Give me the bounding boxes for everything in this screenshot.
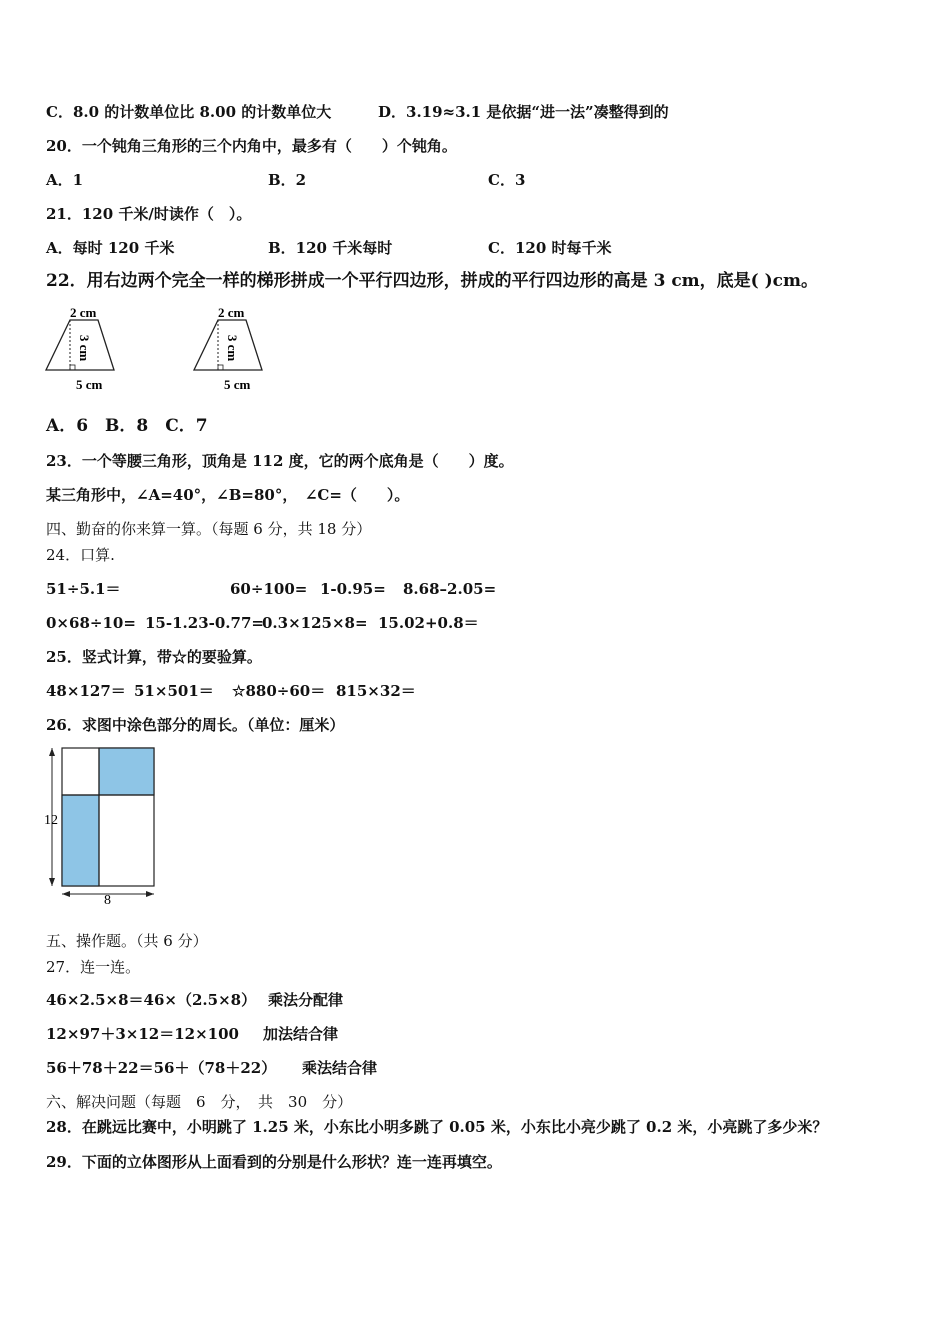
q21-option-a: A．每时 120 千米 (46, 239, 175, 257)
q27-left-item: 12×97＋3×12＝12×100 (46, 1025, 239, 1043)
section-4-title: 四、勤奋的你来算一算。（每题 6 分，共 18 分） (46, 520, 372, 538)
trapezoid-bottom-label: 5 cm (76, 377, 103, 392)
trapezoid-top-label: 2 cm (218, 305, 245, 320)
q27-left-item: 56＋78＋22＝56＋（78＋22） (46, 1059, 277, 1077)
section-6-title: 六、解决问题（每题 6 分， 共 30 分） (46, 1093, 353, 1111)
q21-option-b: B．120 千米每时 (268, 239, 393, 257)
q20-option-c: C．3 (488, 171, 526, 189)
trapezoid-right (194, 305, 262, 392)
trapezoid-height-label: 3 cm (225, 334, 240, 362)
shaded-top-right (99, 748, 154, 795)
q27-left-item: 46×2.5×8＝46×（2.5×8） (46, 991, 257, 1009)
q24-stem: 24．口算. (46, 546, 115, 564)
q20-stem: 20．一个钝角三角形的三个内角中，最多有（ ）个钝角。 (46, 137, 457, 155)
figure-width-label: 8 (104, 893, 111, 908)
trapezoid-height-label: 3 cm (77, 334, 92, 362)
section-5-title: 五、操作题。（共 6 分） (46, 932, 208, 950)
q20-option-b: B．2 (268, 171, 307, 189)
trapezoid-left (46, 305, 114, 392)
q24-item: 0×68÷10= (46, 614, 136, 632)
q22-trapezoids-figure (40, 304, 300, 396)
trapezoid-bottom-label: 5 cm (224, 377, 251, 392)
q22-options: A．6 B．8 C．7 (46, 416, 208, 436)
q24-item: 15.02+0.8＝ (378, 614, 479, 632)
q21-option-c: C．120 时每千米 (488, 239, 612, 257)
q20-option-a: A．1 (46, 171, 84, 189)
q27-right-item: 加法结合律 (263, 1025, 339, 1043)
q24-item: 1-0.95= (320, 580, 386, 598)
q24-item: 8.68–2.05= (403, 580, 497, 598)
q27-right-item: 乘法分配律 (268, 991, 344, 1009)
q24-item: 15-1.23-0.77= (145, 614, 264, 632)
q27-right-item: 乘法结合律 (302, 1059, 378, 1077)
shaded-bottom-left (62, 795, 99, 886)
q24-item: 60÷100= (230, 580, 308, 598)
figure-height-label: 12 (44, 813, 58, 828)
q19-option-d: D．3.19≈3.1 是依据“进一法”凑整得到的 (378, 103, 669, 121)
q26-stem: 26．求图中涂色部分的周长。（单位：厘米） (46, 716, 345, 734)
q23-stem: 23．一个等腰三角形，顶角是 112 度，它的两个底角是（ ）度。 (46, 452, 514, 470)
q22-stem: 22．用右边两个完全一样的梯形拼成一个平行四边形，拼成的平行四边形的高是 3 cm，底是( )cm。 (46, 271, 819, 291)
q19-option-c: C．8.0 的计数单位比 8.00 的计数单位大 (46, 103, 332, 121)
q25-item: ☆880÷60＝ (232, 682, 326, 700)
q25-stem: 25．竖式计算，带☆的要验算。 (46, 648, 262, 666)
q25-item: 815×32＝ (336, 682, 416, 700)
q28-stem: 28．在跳远比赛中，小明跳了 1.25 米，小东比小明多跳了 0.05 米，小东比小亮少跳了 0.2 米，小亮跳了多少米？ (46, 1118, 828, 1136)
trapezoid-top-label: 2 cm (70, 305, 97, 320)
q27-stem: 27．连一连。 (46, 958, 141, 976)
q29-stem: 29．下面的立体图形从上面看到的分别是什么形状？连一连再填空。 (46, 1153, 502, 1171)
q23-sub: 某三角形中，∠A=40°，∠B=80°， ∠C=（ ）。 (46, 486, 410, 504)
q26-shaded-figure (40, 744, 170, 909)
q25-item: 51×501＝ (134, 682, 214, 700)
q21-stem: 21．120 千米/时读作（ ）。 (46, 205, 252, 223)
q24-item: 51÷5.1＝ (46, 580, 121, 598)
q25-item: 48×127＝ (46, 682, 126, 700)
q24-item: 0.3×125×8= (262, 614, 368, 632)
